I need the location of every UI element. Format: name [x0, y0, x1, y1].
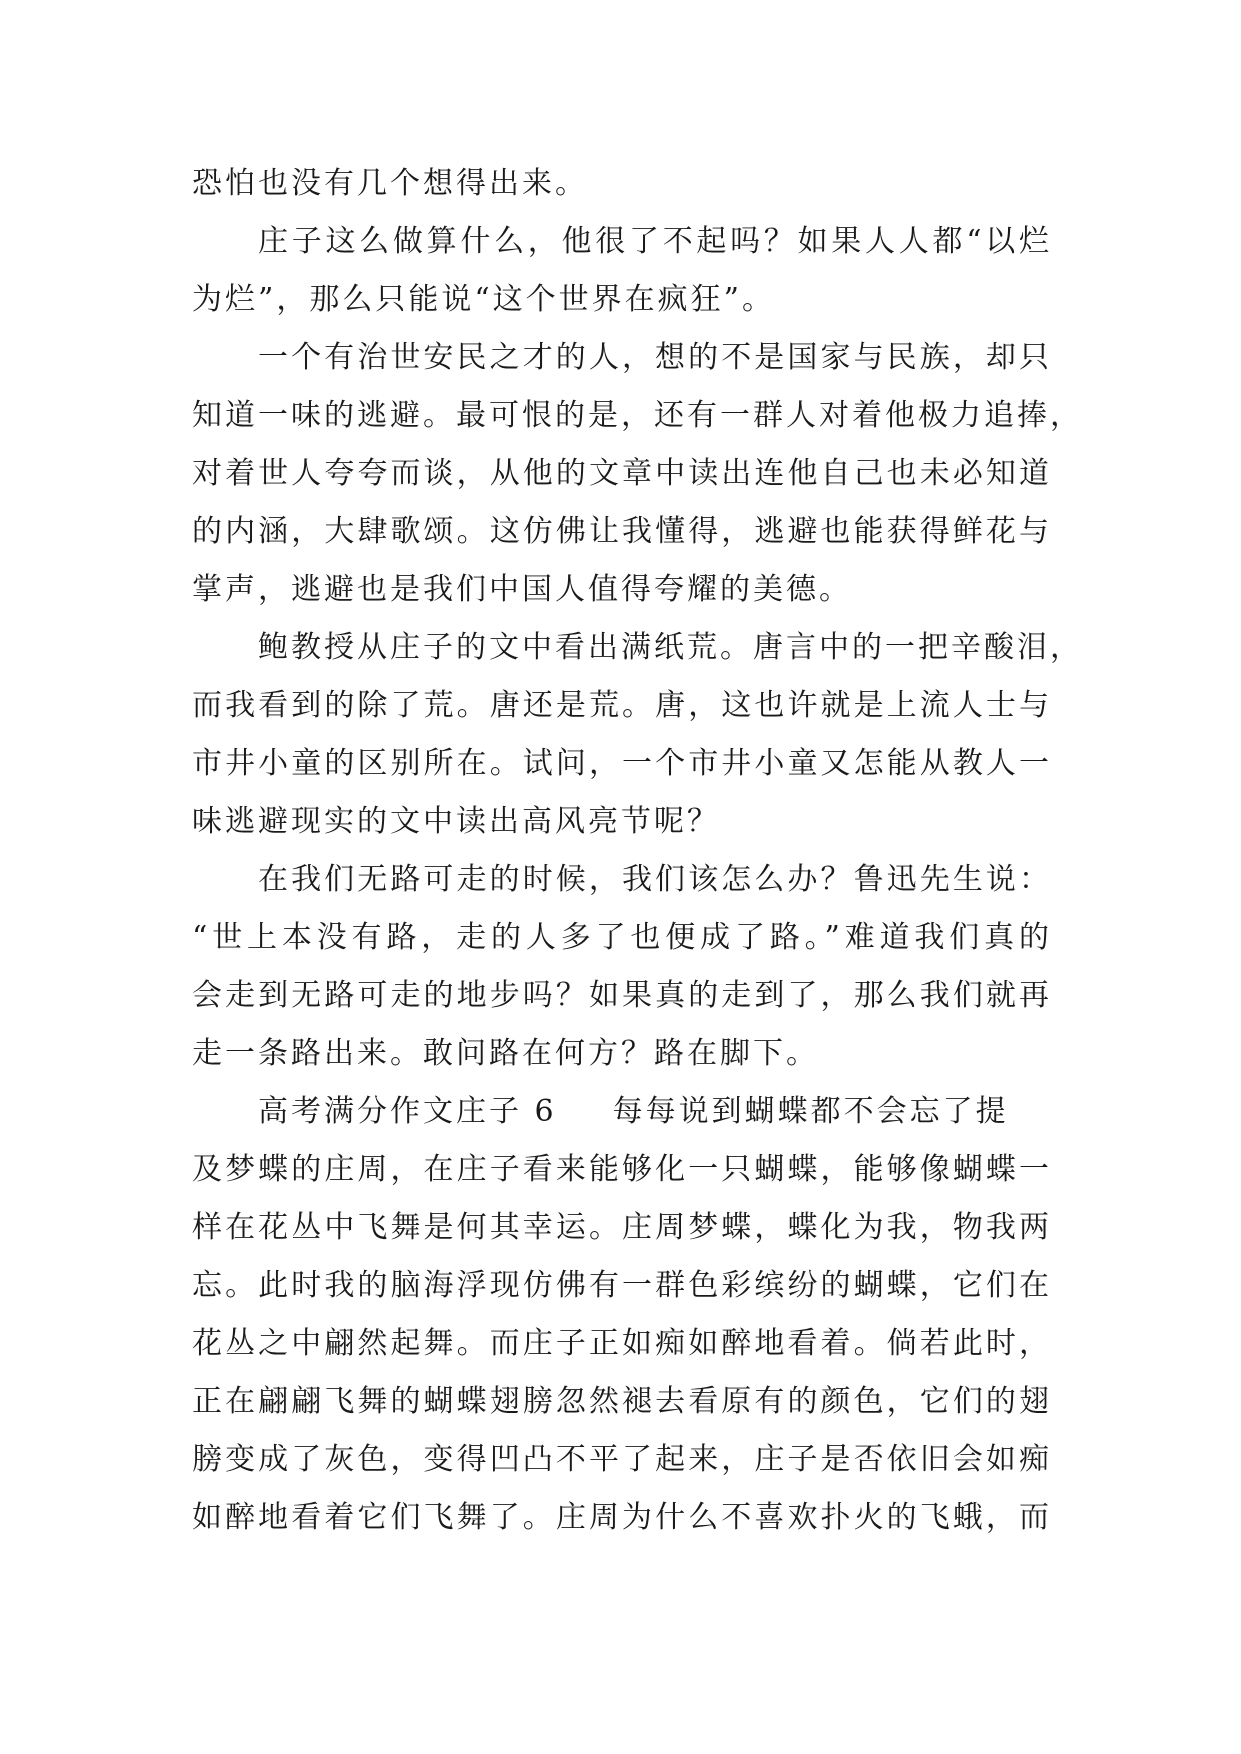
text-line: 的内涵，大肆歌颂。这仿佛让我懂得，逃避也能获得鲜花与 — [192, 514, 1052, 549]
text-line: 而我看到的除了荒。唐还是荒。唐，这也许就是上流人士与 — [192, 688, 1052, 723]
paragraph-start: 庄子这么做算什么，他很了不起吗？如果人人都“以烂 — [258, 224, 1052, 259]
text-line: 恐怕也没有几个想得出来。 — [192, 166, 588, 201]
text-line: 样在花丛中飞舞是何其幸运。庄周梦蝶，蝶化为我，物我两 — [192, 1210, 1052, 1245]
text-line: 对着世人夸夸而谈，从他的文章中读出连他自己也未必知道 — [192, 456, 1052, 491]
text-line: 掌声，逃避也是我们中国人值得夸耀的美德。 — [192, 572, 852, 607]
section-heading: 高考满分作文庄子 6 — [258, 1094, 557, 1129]
text-line: 走一条路出来。敢问路在何方？路在脚下。 — [192, 1036, 819, 1071]
paragraph-start: 在我们无路可走的时候，我们该怎么办？鲁迅先生说： — [258, 862, 1052, 897]
text-line: 味逃避现实的文中读出高风亮节呢？ — [192, 804, 720, 839]
body-text — [192, 155, 1083, 1547]
text-line: 会走到无路可走的地步吗？如果真的走到了，那么我们就再 — [192, 978, 1052, 1013]
text-line: 及梦蝶的庄周，在庄子看来能够化一只蝴蝶，能够像蝴蝶一 — [192, 1152, 1052, 1187]
text-line: 为烂”，那么只能说“这个世界在疯狂”。 — [192, 282, 776, 317]
text-line: 忘。此时我的脑海浮现仿佛有一群色彩缤纷的蝴蝶，它们在 — [192, 1268, 1052, 1303]
text-line: “世上本没有路，走的人多了也便成了路。”难道我们真的 — [192, 920, 1052, 955]
text-line: 知道一味的逃避。最可恨的是，还有一群人对着他极力追捧， — [192, 398, 1083, 433]
text-line: 正在翩翩飞舞的蝴蝶翅膀忽然褪去看原有的颜色，它们的翅 — [192, 1384, 1052, 1419]
text-line: 膀变成了灰色，变得凹凸不平了起来，庄子是否依旧会如痴 — [192, 1442, 1052, 1477]
text-line: 花丛之中翩然起舞。而庄子正如痴如醉地看着。倘若此时， — [192, 1326, 1052, 1361]
paragraph-start: 一个有治世安民之才的人，想的不是国家与民族，却只 — [258, 340, 1052, 375]
paragraph-start: 鲍教授从庄子的文中看出满纸荒。唐言中的一把辛酸泪， — [258, 630, 1083, 665]
text-line: 市井小童的区别所在。试问，一个市井小童又怎能从教人一 — [192, 746, 1052, 781]
text-line: 每每说到蝴蝶都不会忘了提 — [612, 1094, 1009, 1129]
paragraph-start — [192, 1083, 1052, 1141]
text-line: 如醉地看着它们飞舞了。庄周为什么不喜欢扑火的飞蛾，而 — [192, 1500, 1052, 1535]
